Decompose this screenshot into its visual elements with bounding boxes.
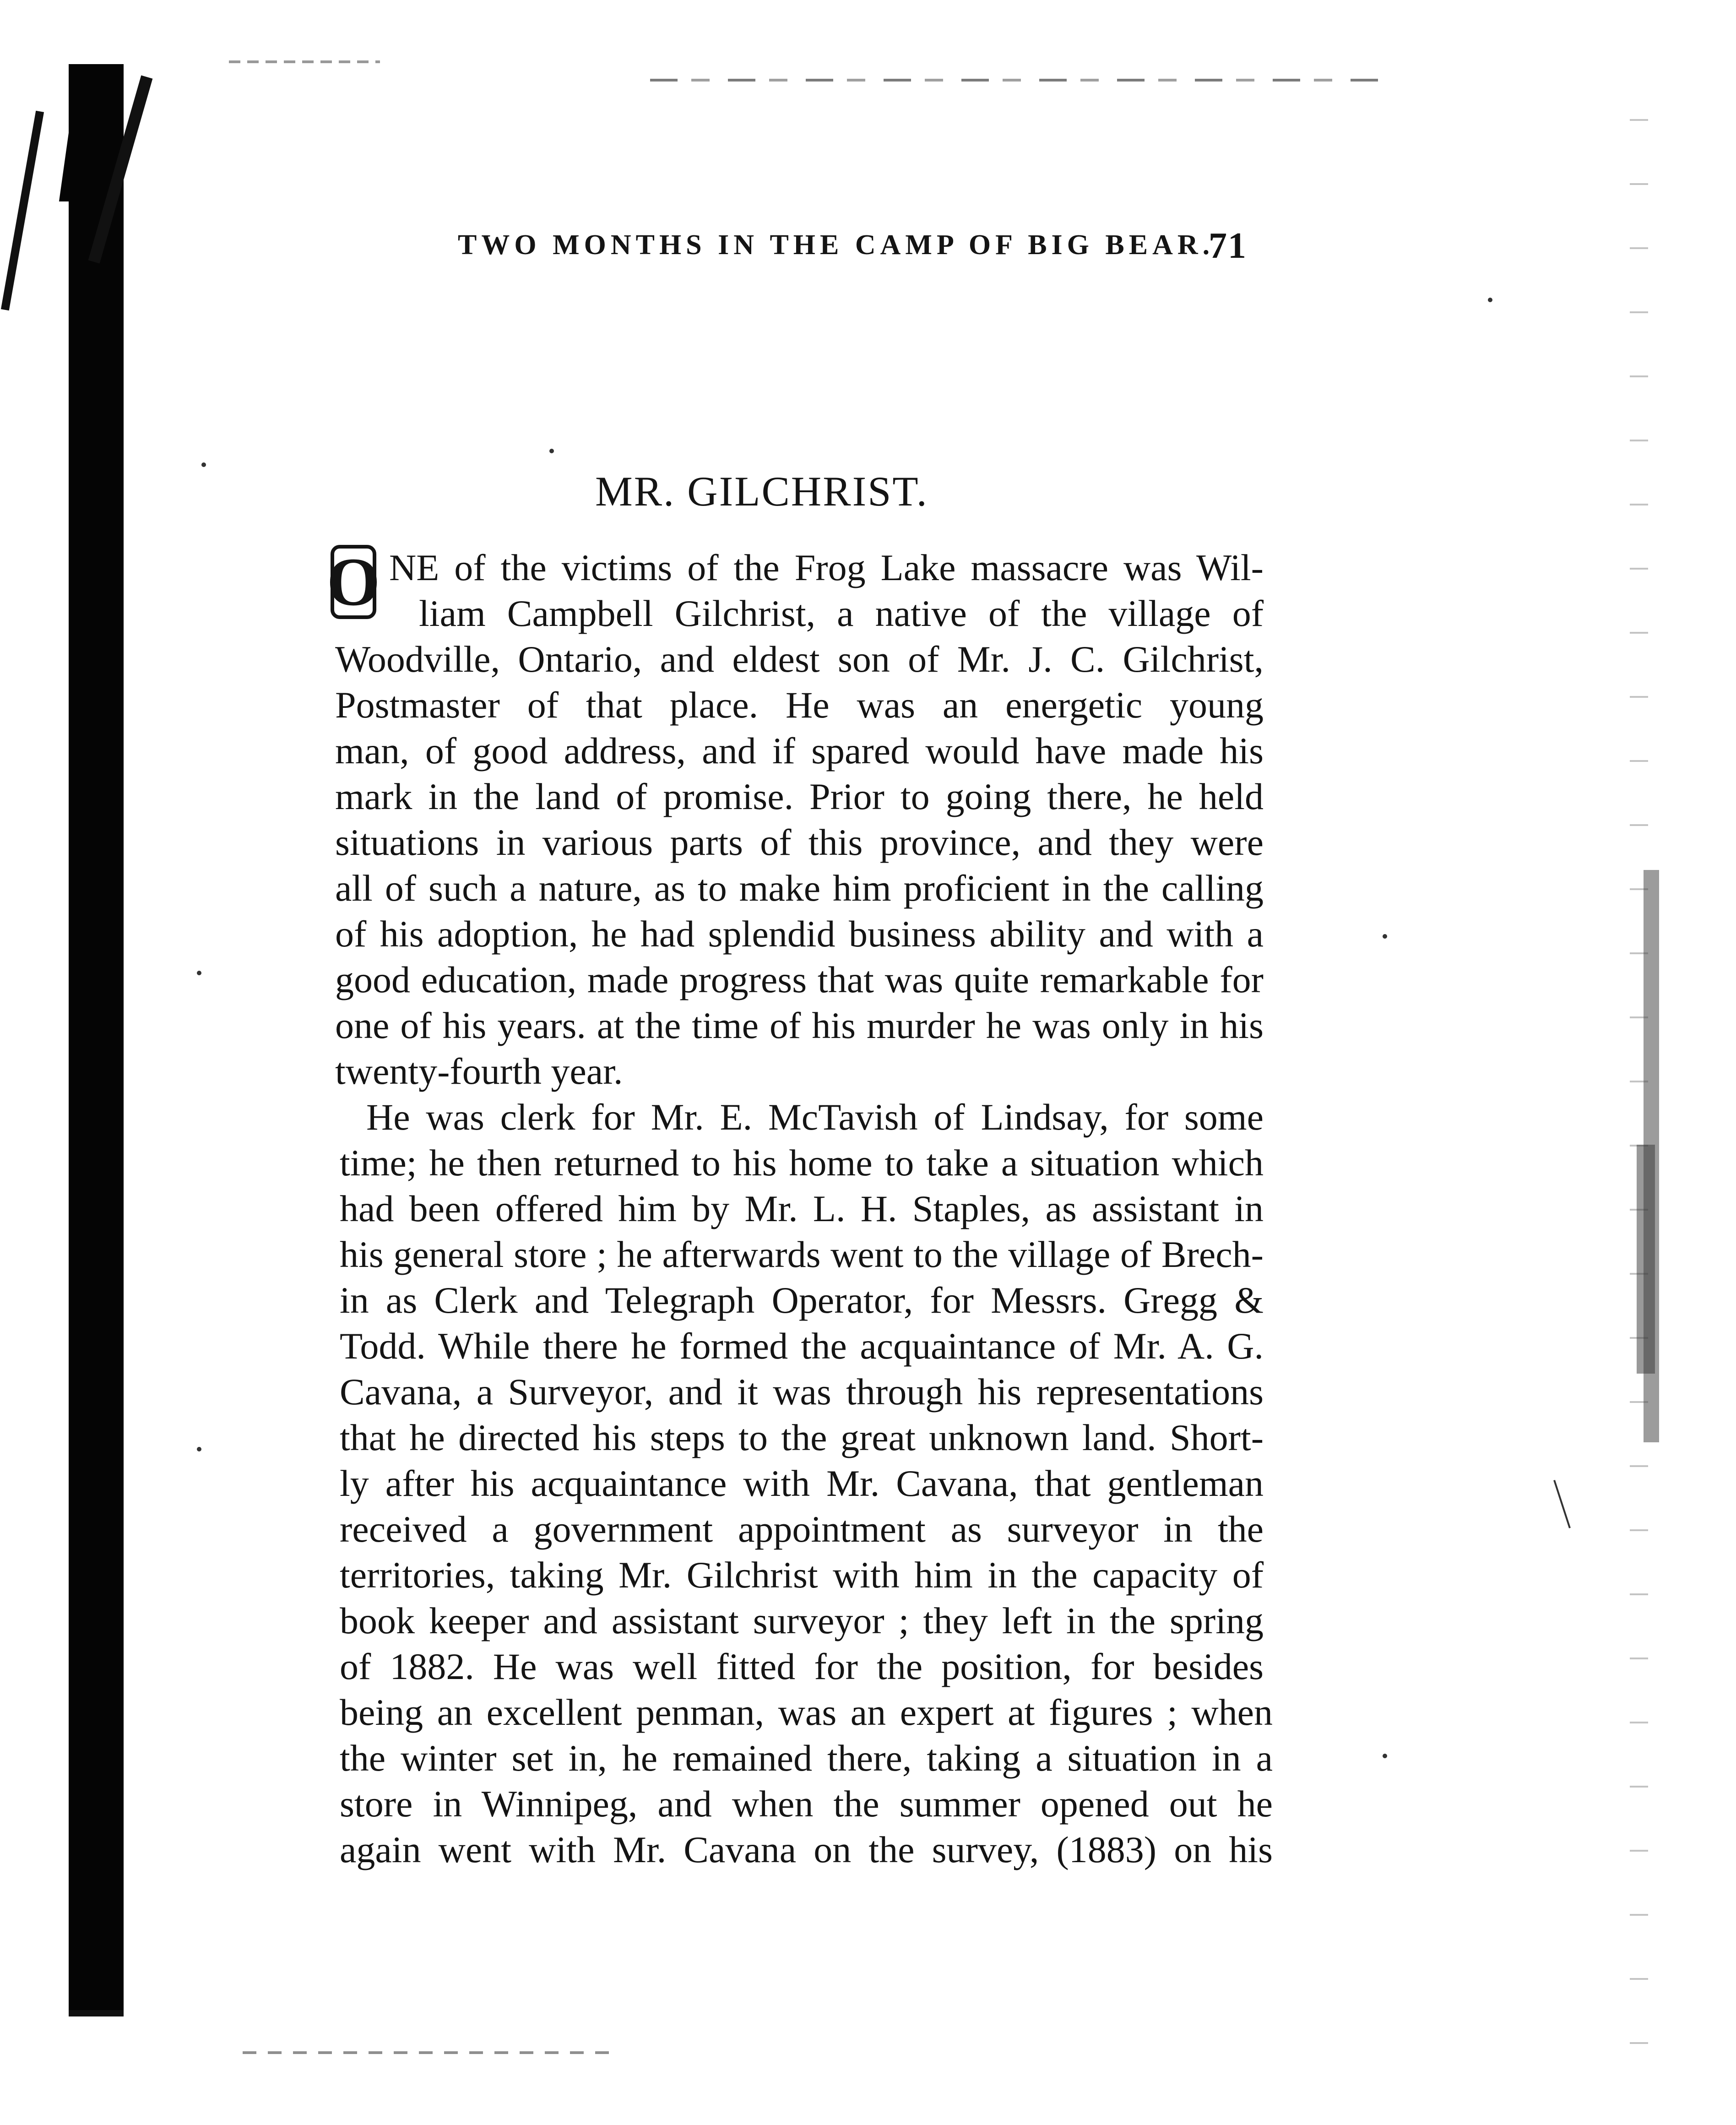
scan-speck <box>1383 934 1387 939</box>
section-title: MR. GILCHRIST. <box>595 468 928 515</box>
body-line: received a government appointment as surveyor in the <box>340 1508 1264 1550</box>
body-line: time; he then returned to his home to take a situation which <box>340 1142 1264 1184</box>
body-line: book keeper and assistant surveyor ; they left in the spring <box>340 1600 1264 1641</box>
binding-shadow-foot <box>69 2010 124 2016</box>
body-line: in as Clerk and Telegraph Operator, for Messrs. Gregg & <box>340 1279 1264 1321</box>
body-line: of his adoption, he had splendid business ability and with a <box>335 913 1264 955</box>
body-line: territories, taking Mr. Gilchrist with him in the capacity of <box>340 1554 1264 1596</box>
body-line: twenty-fourth year. <box>335 1050 623 1092</box>
body-line: good education, made progress that was quite remarkable for <box>335 959 1264 1000</box>
binding-shadow <box>69 64 124 2015</box>
page-number: 71 <box>1209 226 1247 266</box>
body-line: of 1882. He was well fitted for the position, for besides <box>340 1646 1264 1687</box>
body-line: being an excellent penman, was an expert at figures ; when <box>340 1691 1273 1733</box>
body-line: man, of good address, and if spared would have made his <box>335 730 1264 772</box>
scan-speck <box>201 462 206 467</box>
body-line: Cavana, a Surveyor, and it was through his representations <box>340 1371 1264 1413</box>
body-line: Todd. While there he formed the acquaintance of Mr. A. G. <box>340 1325 1264 1367</box>
body-line: all of such a nature, as to make him proficient in the calling <box>335 867 1264 909</box>
body-line: that he directed his steps to the great unknown land. Short- <box>340 1417 1264 1458</box>
body-line: his general store ; he afterwards went to the village of Brech- <box>340 1234 1264 1275</box>
scan-speck <box>549 449 554 453</box>
body-line: Postmaster of that place. He was an energetic young <box>335 684 1264 726</box>
scan-speck <box>197 971 201 975</box>
body-line: store in Winnipeg, and when the summer opened out he <box>340 1783 1273 1825</box>
body-line: had been offered him by Mr. L. H. Staples, as assistant in <box>340 1188 1264 1229</box>
body-line: mark in the land of promise. Prior to going there, he held <box>335 776 1264 817</box>
scan-noise-top-left <box>229 60 380 63</box>
scan-speck <box>1488 298 1492 302</box>
scan-noise-top <box>650 79 1383 82</box>
body-line: liam Campbell Gilchrist, a native of the village of <box>419 592 1264 634</box>
body-line: the winter set in, he remained there, taking a situation in a <box>340 1737 1273 1779</box>
body-line: NE of the victims of the Frog Lake massacre was Wil- <box>389 547 1264 588</box>
running-title: TWO MONTHS IN THE CAMP OF BIG BEAR. <box>458 229 1215 261</box>
drop-cap: O <box>326 544 380 620</box>
body-line: ly after his acquaintance with Mr. Cavana, that gentleman <box>340 1462 1264 1504</box>
binding-shadow-streak <box>1 111 44 310</box>
scan-speck <box>197 1447 201 1451</box>
body-line: one of his years. at the time of his murder he was only in his <box>335 1005 1264 1046</box>
scan-speck <box>1383 1754 1387 1758</box>
body-line: situations in various parts of this province, and they were <box>335 821 1264 863</box>
scan-stray-mark <box>1553 1480 1571 1528</box>
scan-smudge-right <box>1637 1145 1655 1374</box>
body-line: again went with Mr. Cavana on the survey, (1883) on his <box>340 1829 1273 1870</box>
body-line: He was clerk for Mr. E. McTavish of Lindsay, for some <box>366 1096 1264 1138</box>
scan-noise-bottom <box>243 2051 609 2054</box>
body-line: Woodville, Ontario, and eldest son of Mr. J. C. Gilchrist, <box>335 638 1264 680</box>
